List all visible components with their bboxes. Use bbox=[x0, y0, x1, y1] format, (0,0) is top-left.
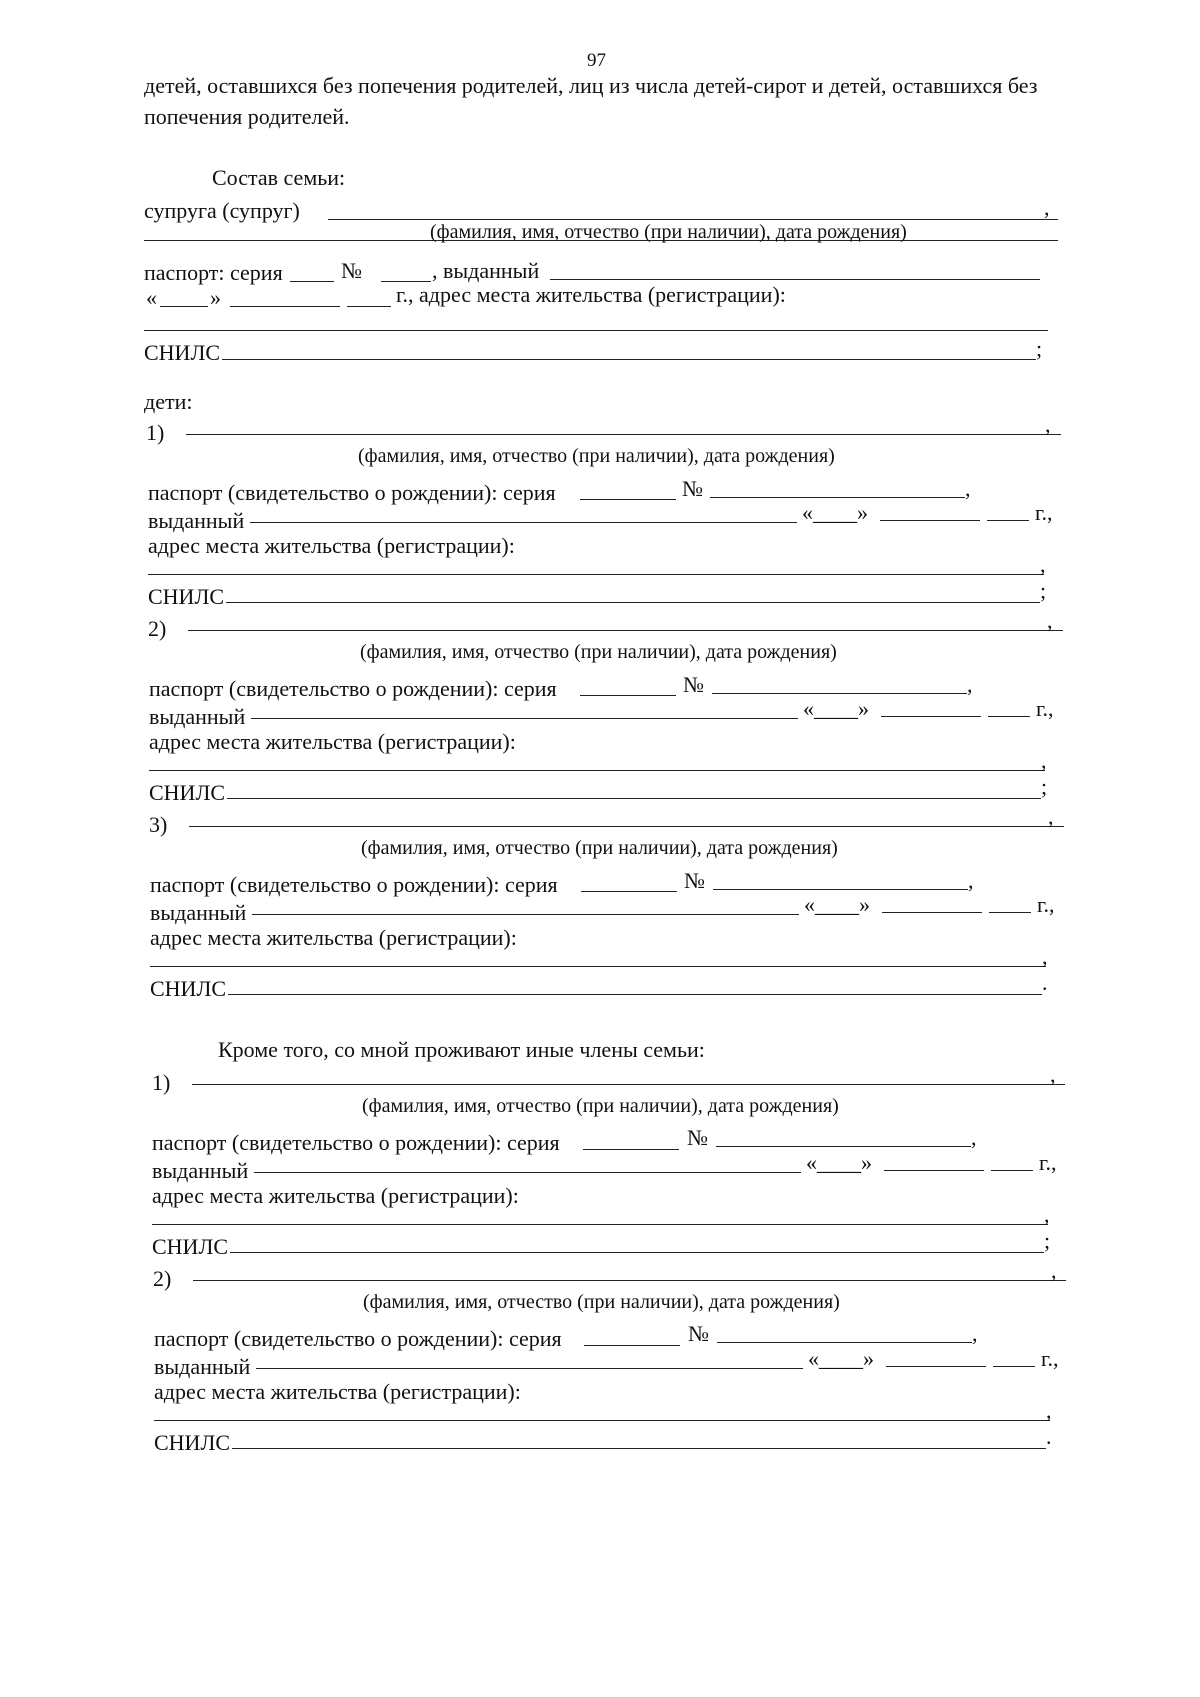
child-address-field[interactable] bbox=[148, 574, 1044, 575]
child-year-label: г., bbox=[1037, 892, 1055, 917]
member-fio-field[interactable] bbox=[192, 1084, 1065, 1085]
member-number-field[interactable] bbox=[716, 1146, 971, 1147]
spouse-date-quote-close: » bbox=[210, 285, 221, 310]
child-series-field[interactable] bbox=[581, 891, 677, 892]
member-address-comma: , bbox=[1046, 1398, 1052, 1423]
intro-line-2: попечения родителей. bbox=[144, 104, 350, 129]
member-address-label: адрес места жительства (регистрации): bbox=[154, 1379, 521, 1404]
member-address-label: адрес места жительства (регистрации): bbox=[152, 1183, 519, 1208]
child-fio-comma: , bbox=[1047, 608, 1053, 633]
spouse-snils-semicolon: ; bbox=[1036, 336, 1043, 361]
spouse-issued-label: , выданный bbox=[432, 258, 540, 283]
member-year-label: г., bbox=[1041, 1346, 1059, 1371]
child-number-comma: , bbox=[968, 868, 974, 893]
child-fio-field[interactable] bbox=[186, 434, 1061, 435]
member-number-field[interactable] bbox=[717, 1342, 972, 1343]
child-snils-field[interactable] bbox=[226, 602, 1040, 603]
member-fio-caption: (фамилия, имя, отчество (при наличии), дата рождения) bbox=[363, 1291, 840, 1313]
child-number: 1) bbox=[146, 420, 165, 445]
child-address-comma: , bbox=[1041, 748, 1047, 773]
child-snils-label: СНИЛС bbox=[148, 584, 225, 609]
child-cert-series-label: паспорт (свидетельство о рождении): серия bbox=[149, 676, 557, 701]
spouse-snils-field[interactable] bbox=[222, 359, 1036, 360]
member-issued-label: выданный bbox=[152, 1158, 249, 1183]
member-fio-field[interactable] bbox=[193, 1280, 1066, 1281]
child-cert-series-label: паспорт (свидетельство о рождении): серия bbox=[150, 872, 558, 897]
child-issue-year-field[interactable] bbox=[987, 520, 1029, 521]
child-series-field[interactable] bbox=[580, 499, 676, 500]
child-series-field[interactable] bbox=[580, 695, 676, 696]
member-fio-comma: , bbox=[1050, 1062, 1056, 1087]
child-number-field[interactable] bbox=[712, 693, 967, 694]
member-number: 1) bbox=[152, 1070, 171, 1095]
child-number-field[interactable] bbox=[710, 497, 965, 498]
child-no-sign: № bbox=[683, 672, 704, 697]
child-snils-label: СНИЛС bbox=[150, 976, 227, 1001]
child-snils-semicolon: ; bbox=[1040, 578, 1047, 603]
spouse-fio-caption: (фамилия, имя, отчество (при наличии), дата рождения) bbox=[430, 221, 907, 243]
member-number-comma: , bbox=[971, 1125, 977, 1150]
child-year-label: г., bbox=[1036, 696, 1054, 721]
member-issue-year-field[interactable] bbox=[993, 1366, 1035, 1367]
member-issued-by-field[interactable] bbox=[256, 1368, 803, 1369]
child-snils-semicolon: ; bbox=[1041, 774, 1048, 799]
member-snils-label: СНИЛС bbox=[154, 1430, 231, 1455]
member-issue-day: «____» bbox=[808, 1346, 874, 1371]
spouse-address-field[interactable] bbox=[144, 330, 1048, 331]
child-address-comma: , bbox=[1040, 552, 1046, 577]
member-no-sign: № bbox=[687, 1125, 708, 1150]
child-issued-by-field[interactable] bbox=[250, 522, 797, 523]
child-issue-month-field[interactable] bbox=[882, 912, 982, 913]
child-no-sign: № bbox=[684, 868, 705, 893]
member-fio-comma: , bbox=[1051, 1258, 1057, 1283]
child-issue-day: «____» bbox=[804, 892, 870, 917]
child-number: 3) bbox=[149, 812, 168, 837]
spouse-issue-month-field[interactable] bbox=[230, 306, 340, 307]
spouse-snils-label: СНИЛС bbox=[144, 340, 221, 365]
member-year-label: г., bbox=[1039, 1150, 1057, 1175]
member-issued-by-field[interactable] bbox=[254, 1172, 801, 1173]
spouse-issue-year-field[interactable] bbox=[347, 306, 391, 307]
child-cert-series-label: паспорт (свидетельство о рождении): серия bbox=[148, 480, 556, 505]
member-number-comma: , bbox=[972, 1321, 978, 1346]
child-fio-caption: (фамилия, имя, отчество (при наличии), дата рождения) bbox=[361, 837, 838, 859]
member-address-field[interactable] bbox=[152, 1224, 1048, 1225]
child-address-comma: , bbox=[1042, 944, 1048, 969]
member-cert-series-label: паспорт (свидетельство о рождении): серия bbox=[152, 1130, 560, 1155]
spouse-label: супруга (супруг) bbox=[144, 198, 300, 223]
child-fio-comma: , bbox=[1048, 804, 1054, 829]
child-number-comma: , bbox=[967, 672, 973, 697]
member-cert-series-label: паспорт (свидетельство о рождении): серия bbox=[154, 1326, 562, 1351]
child-address-label: адрес места жительства (регистрации): bbox=[149, 729, 516, 754]
child-year-label: г., bbox=[1035, 500, 1053, 525]
child-issued-label: выданный bbox=[150, 900, 247, 925]
child-fio-caption: (фамилия, имя, отчество (при наличии), дата рождения) bbox=[358, 445, 835, 467]
member-issue-month-field[interactable] bbox=[886, 1366, 986, 1367]
intro-line-1: детей, оставшихся без попечения родителей, лиц из числа детей-сирот и детей, оставшихся без bbox=[144, 73, 1038, 98]
child-number-field[interactable] bbox=[713, 889, 968, 890]
child-address-label: адрес места жительства (регистрации): bbox=[150, 925, 517, 950]
member-snils-field[interactable] bbox=[230, 1252, 1044, 1253]
child-address-field[interactable] bbox=[150, 966, 1046, 967]
child-issue-day: «____» bbox=[802, 500, 868, 525]
child-issued-label: выданный bbox=[148, 508, 245, 533]
member-issue-day: «____» bbox=[806, 1150, 872, 1175]
member-series-field[interactable] bbox=[584, 1345, 680, 1346]
child-fio-caption: (фамилия, имя, отчество (при наличии), дата рождения) bbox=[360, 641, 837, 663]
spouse-passport-series-field[interactable] bbox=[290, 281, 334, 282]
member-issue-year-field[interactable] bbox=[991, 1170, 1033, 1171]
spouse-passport-no-sign: № bbox=[341, 258, 362, 283]
child-issue-year-field[interactable] bbox=[989, 912, 1031, 913]
member-snils-period: . bbox=[1046, 1424, 1052, 1449]
child-fio-field[interactable] bbox=[188, 630, 1063, 631]
spouse-fio-field[interactable] bbox=[328, 219, 1058, 220]
child-snils-field[interactable] bbox=[228, 994, 1042, 995]
other-members-title: Кроме того, со мной проживают иные члены семьи: bbox=[218, 1037, 705, 1062]
member-address-comma: , bbox=[1044, 1202, 1050, 1227]
member-number: 2) bbox=[153, 1266, 172, 1291]
member-snils-field[interactable] bbox=[232, 1448, 1046, 1449]
member-snils-semicolon: ; bbox=[1044, 1228, 1051, 1253]
spouse-issue-day-field[interactable] bbox=[160, 306, 208, 307]
member-issued-label: выданный bbox=[154, 1354, 251, 1379]
page-number: 97 bbox=[587, 50, 606, 71]
child-issued-by-field[interactable] bbox=[251, 718, 798, 719]
member-fio-caption: (фамилия, имя, отчество (при наличии), дата рождения) bbox=[362, 1095, 839, 1117]
member-address-field[interactable] bbox=[154, 1420, 1050, 1421]
child-fio-field[interactable] bbox=[189, 826, 1064, 827]
children-label: дети: bbox=[144, 389, 193, 414]
member-issue-month-field[interactable] bbox=[884, 1170, 984, 1171]
spouse-fio-comma: , bbox=[1044, 195, 1050, 220]
child-issue-year-field[interactable] bbox=[988, 716, 1030, 717]
member-snils-label: СНИЛС bbox=[152, 1234, 229, 1259]
child-number: 2) bbox=[148, 616, 167, 641]
child-fio-comma: , bbox=[1045, 412, 1051, 437]
child-issued-label: выданный bbox=[149, 704, 246, 729]
member-no-sign: № bbox=[688, 1321, 709, 1346]
child-snils-period: . bbox=[1042, 970, 1048, 995]
spouse-issued-by-field[interactable] bbox=[550, 279, 1040, 280]
spouse-date-quote-open: « bbox=[146, 285, 157, 310]
child-issued-by-field[interactable] bbox=[252, 914, 799, 915]
member-series-field[interactable] bbox=[583, 1149, 679, 1150]
child-no-sign: № bbox=[682, 476, 703, 501]
child-address-label: адрес места жительства (регистрации): bbox=[148, 533, 515, 558]
spouse-year-address-label: г., адрес места жительства (регистрации): bbox=[396, 282, 786, 307]
child-issue-month-field[interactable] bbox=[880, 520, 980, 521]
child-snils-field[interactable] bbox=[227, 798, 1041, 799]
spouse-passport-label: паспорт: серия bbox=[144, 260, 283, 285]
child-issue-month-field[interactable] bbox=[881, 716, 981, 717]
child-number-comma: , bbox=[965, 476, 971, 501]
family-composition-title: Состав семьи: bbox=[212, 165, 346, 190]
child-snils-label: СНИЛС bbox=[149, 780, 226, 805]
child-issue-day: «____» bbox=[803, 696, 869, 721]
child-address-field[interactable] bbox=[149, 770, 1045, 771]
